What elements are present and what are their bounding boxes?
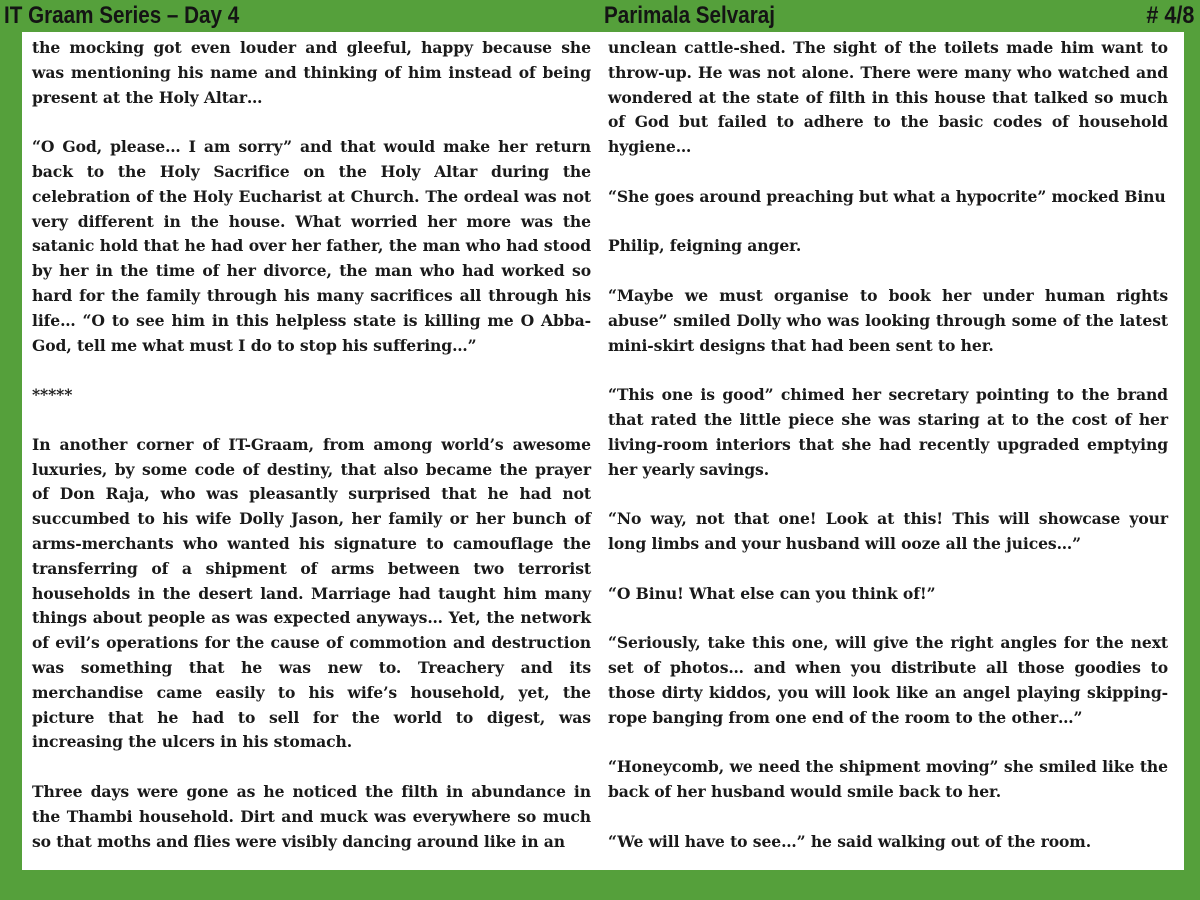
paragraph: “She goes around preaching but what a hypocrite” mocked Binu <box>608 186 1166 206</box>
paragraph: Three days were gone as he noticed the filth in abundance in the Thambi household. Dirt and muck was everywhere so much so that moths and flies were visibly dancing around like in an <box>32 781 591 851</box>
paragraph: “No way, not that one! Look at this! This will showcase your long limbs and your husband will ooze all the juices…” <box>608 509 1168 553</box>
paragraph: “O God, please… I am sorry” and that would make her return back to the Holy Sacrifice on the Holy Altar during the celebration of the Holy Eucharist at Church. The ordeal was not very different in the house. What worried her more was the satanic hold that he had over her father, the man who had stood by her in the time of her divorce, the man who had worked so hard for the family through his many sacrifices all through his life… “O to see him in this helpless state is killing me O Abba-God, tell me what must I do to stop his suffering…” <box>32 137 591 355</box>
paragraph: “We will have to see…” he said walking out of the room. <box>608 831 1092 851</box>
text-panel <box>22 32 1184 870</box>
paragraph: “O Binu! What else can you think of!” <box>608 583 936 603</box>
paragraph: In another corner of IT-Graam, from among world’s awesome luxuries, by some code of destiny, that also became the prayer of Don Raja, who was pleasantly surprised that he had not succumbed to his wife Dolly Jason, her family or her bunch of arms-merchants who wanted his signature to camouflage the transferring of a shipment of arms between two terrorist households in the desert land. Marriage had taught him many things about people as was expected anyways… Yet, the network of evil’s operations for the cause of commotion and destruction was something that he was new to. Treachery and its merchandise came easily to his wife’s household, yet, the picture that he had to sell for the world to digest, was increasing the ulcers in his stomach. <box>32 434 591 752</box>
paragraph: unclean cattle-shed. The sight of the toilets made him want to throw-up. He was not alone. There were many who watched and wondered at the state of filth in this house that talked so much of God but failed to adhere to the basic codes of household hygiene… <box>608 38 1168 157</box>
paragraph: the mocking got even louder and gleeful, happy because she was mentioning his name and thinking of him instead of being present at the Holy Altar… <box>32 38 591 107</box>
paragraph: “Honeycomb, we need the shipment moving” she smiled like the back of her husband would smile back to her. <box>608 757 1168 801</box>
author-name: Parimala Selvaraj <box>604 2 775 29</box>
paragraph: Philip, feigning anger. <box>608 236 802 256</box>
paragraph: “This one is good” chimed her secretary pointing to the brand that rated the little piece she was staring at to the cost of her living-room interiors that she had recently upgraded emptying her yearly savings. <box>608 385 1168 479</box>
paragraph: “Seriously, take this one, will give the right angles for the next set of photos… and when you distribute all those goodies to those dirty kiddos, you will look like an angel playing skipping-rope banging from one end of the room to the other…” <box>608 633 1168 727</box>
page-number: # 4/8 <box>1145 2 1194 29</box>
left-column <box>32 36 591 854</box>
right-column <box>608 36 1168 854</box>
section-separator: ***** <box>32 385 73 405</box>
paragraph: “Maybe we must organise to book her under human rights abuse” smiled Dolly who was looking through some of the latest mini-skirt designs that had been sent to her. <box>608 285 1168 355</box>
page-header <box>0 0 1200 32</box>
series-title: IT Graam Series – Day 4 <box>4 2 240 29</box>
